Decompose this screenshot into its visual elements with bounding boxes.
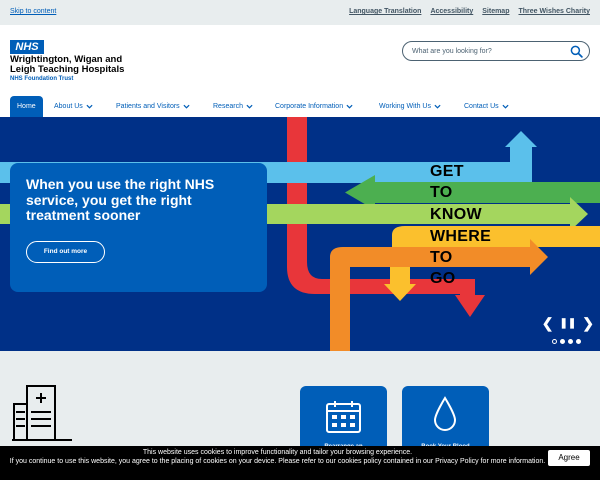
hero-word-know: KNOW: [430, 206, 482, 223]
chevron-down-icon: [246, 104, 253, 109]
carousel-pause-icon[interactable]: ❚❚: [559, 318, 577, 329]
hero-word-where: WHERE: [430, 228, 492, 245]
chevron-down-icon: [86, 104, 93, 109]
calendar-icon: [325, 400, 362, 434]
cookie-message-line2: If you continue to use this website, you agree to the placing of cookies on your device. Please refer to our cookies policy contained in our Privacy Policy for more information.: [9, 458, 546, 465]
language-translation-link[interactable]: Language Translation: [349, 8, 422, 15]
carousel-next-icon[interactable]: ❯: [582, 315, 594, 331]
nav-about-us[interactable]: [54, 96, 93, 117]
hero-word-to: TO: [430, 184, 453, 201]
hero-carousel: [0, 117, 600, 351]
hero-word-to-2: TO: [430, 249, 453, 266]
carousel-dot[interactable]: [560, 339, 565, 344]
blood-drop-icon: [433, 396, 457, 432]
nav-corporate-label: Corporate Information: [275, 103, 344, 110]
nav-home-label: Home: [17, 103, 36, 110]
cookie-message-line1: This website uses cookies to improve functionality and tailor your browsing experience.: [142, 449, 413, 456]
main-navigation: [0, 95, 600, 117]
chevron-down-icon: [346, 104, 353, 109]
chevron-down-icon: [434, 104, 441, 109]
nav-about-us-label: About Us: [54, 103, 83, 110]
nav-working-label: Working With Us: [379, 103, 431, 110]
agree-button[interactable]: Agree: [548, 450, 590, 466]
hero-word-get: GET: [430, 163, 464, 180]
carousel-dot[interactable]: [552, 339, 557, 344]
chevron-down-icon: [183, 104, 190, 109]
utility-bar: [0, 0, 600, 25]
accessibility-link[interactable]: Accessibility: [430, 8, 474, 15]
hero-word-go: GO: [430, 270, 456, 287]
hero-card: [10, 163, 267, 292]
carousel-dot[interactable]: [576, 339, 581, 344]
nav-research-label: Research: [213, 103, 243, 110]
nav-working-with-us[interactable]: [379, 96, 441, 117]
carousel-prev-icon[interactable]: ❮: [541, 315, 554, 331]
site-header: [0, 25, 600, 95]
search-placeholder: What are you looking for?: [412, 47, 492, 55]
search-input[interactable]: [402, 41, 590, 61]
find-out-more-button[interactable]: Find out more: [26, 241, 105, 263]
sitemap-link[interactable]: Sitemap: [482, 8, 510, 15]
nav-patients-label: Patients and Visitors: [116, 103, 180, 110]
nav-patients-and-visitors[interactable]: [116, 96, 190, 117]
hospital-building-icon: [12, 384, 74, 442]
search-icon[interactable]: [570, 45, 583, 58]
cookie-banner: [0, 446, 600, 480]
carousel-controls: [542, 315, 594, 332]
chevron-down-icon: [502, 104, 509, 109]
nhs-logo[interactable]: NHS: [10, 40, 44, 54]
hero-heading: When you use the right NHS service, you get the right treatment sooner: [26, 176, 215, 223]
utility-links: [349, 8, 590, 15]
nav-corporate-information[interactable]: [275, 96, 353, 117]
org-subtitle: NHS Foundation Trust: [10, 76, 74, 82]
nav-home[interactable]: [10, 96, 43, 117]
org-name[interactable]: Wrightington, Wigan and Leigh Teaching Hospitals: [10, 54, 125, 75]
nav-research[interactable]: [213, 96, 253, 117]
three-wishes-charity-link[interactable]: Three Wishes Charity: [518, 8, 590, 15]
skip-to-content-link[interactable]: Skip to content: [10, 8, 57, 15]
nav-contact-us[interactable]: [464, 96, 509, 117]
carousel-dots: [552, 339, 581, 344]
carousel-dot[interactable]: [568, 339, 573, 344]
nav-contact-label: Contact Us: [464, 103, 499, 110]
